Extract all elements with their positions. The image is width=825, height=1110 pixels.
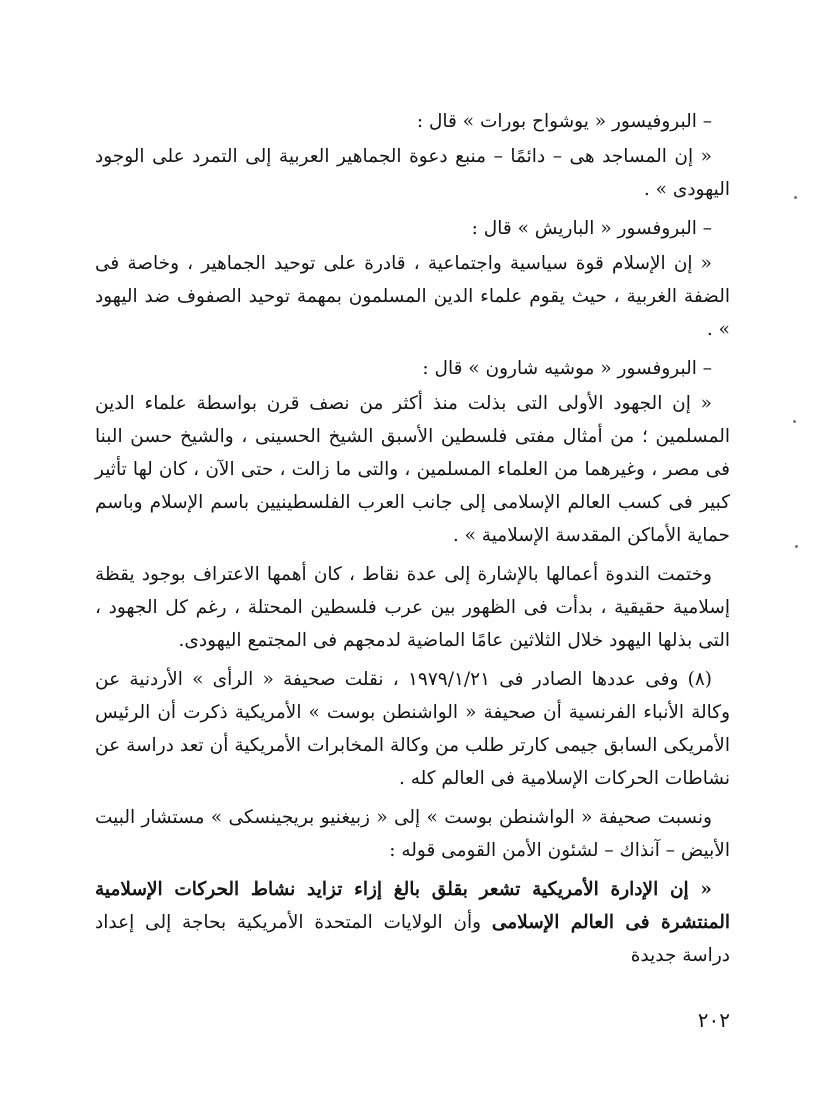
quote-albarish: « إن الإسلام قوة سياسية واجتماعية ، قادرة على توحيد الجماهير ، وخاصة فى الضفة الغربية ، حيث يقوم علماء الدين المسلمون بمهمة توحيد الصفوف ضد اليهود » . <box>95 253 730 340</box>
quote-porat: « إن المساجد هى – دائمًا – منبع دعوة الجماهير العربية إلى التمرد على الوجود اليهودى » . <box>95 146 730 200</box>
page-body-text <box>95 105 730 978</box>
scan-speck <box>795 545 798 548</box>
quote-brzezinski <box>95 873 730 972</box>
quote-sharon: « إن الجهود الأولى التى بذلت منذ أكثر من نصف قرن بواسطة علماء الدين المسلمين ؛ من أمثال مفتى فلسطين الأسبق الشيخ الحسينى ، والشيخ حسن البنا فى مصر ، وغيرهما من العلماء المسلمين ، والتى ما زالت ، حتى الآن ، كان لها تأثير كبير فى كسب العالم الإسلامى إلى جانب العرب الفلسطينيين باسم الإسلام وباسم حماية الأماكن المقدسة الإسلامية » . <box>95 393 730 546</box>
speaker-line-albarish: – البروفسور « الباريش » قال : <box>471 218 712 239</box>
paragraph-note-8: (٨) وفى عددها الصادر فى ١٩٧٩/١/٢١ ، نقلت صحيفة « الرأى » الأردنية عن وكالة الأنباء الفرنسية أن صحيفة « الواشنطن بوست » الأمريكية ذكرت أن الرئيس الأمريكى السابق جيمى كارتر طلب من وكالة المخابرات الأمريكية أن تعد دراسة عن نشاطات الحركات الإسلامية فى العالم كله . <box>95 669 730 789</box>
quote-brzezinski-rest: وأن الولايات المتحدة الأمريكية بحاجة إلى إعداد دراسة جديدة <box>95 912 730 966</box>
speaker-line-porat: – البروفيسور « يوشواح بورات » قال : <box>416 111 712 132</box>
scan-speck <box>793 420 796 423</box>
paragraph-symposium-conclusion: وختمت الندوة أعمالها بالإشارة إلى عدة نقاط ، كان أهمها الاعتراف بوجود يقظة إسلامية حقيقية ، بدأت فى الظهور بين عرب فلسطين المحتلة ، رغم كل الجهود ، التى بذلها اليهود خلال الثلاثين عامًا الماضية لدمجهم فى المجتمع اليهودى. <box>95 564 730 651</box>
page-number: ٢٠٢ <box>697 1008 730 1032</box>
speaker-line-sharon: – البروفسور « موشيه شارون » قال : <box>422 358 712 379</box>
scan-speck <box>794 196 797 199</box>
paragraph-washington-post: ونسبت صحيفة « الواشنطن بوست » إلى « زبيغنيو بريجينسكى » مستشار البيت الأبيض – آنذاك – لشئون الأمن القومى قوله : <box>95 807 730 861</box>
quote-brzezinski-bold: « إن الإدارة الأمريكية تشعر بقلق بالغ إزاء تزايد نشاط الحركات الإسلامية المنتشرة فى العالم الإسلامى <box>95 879 730 933</box>
